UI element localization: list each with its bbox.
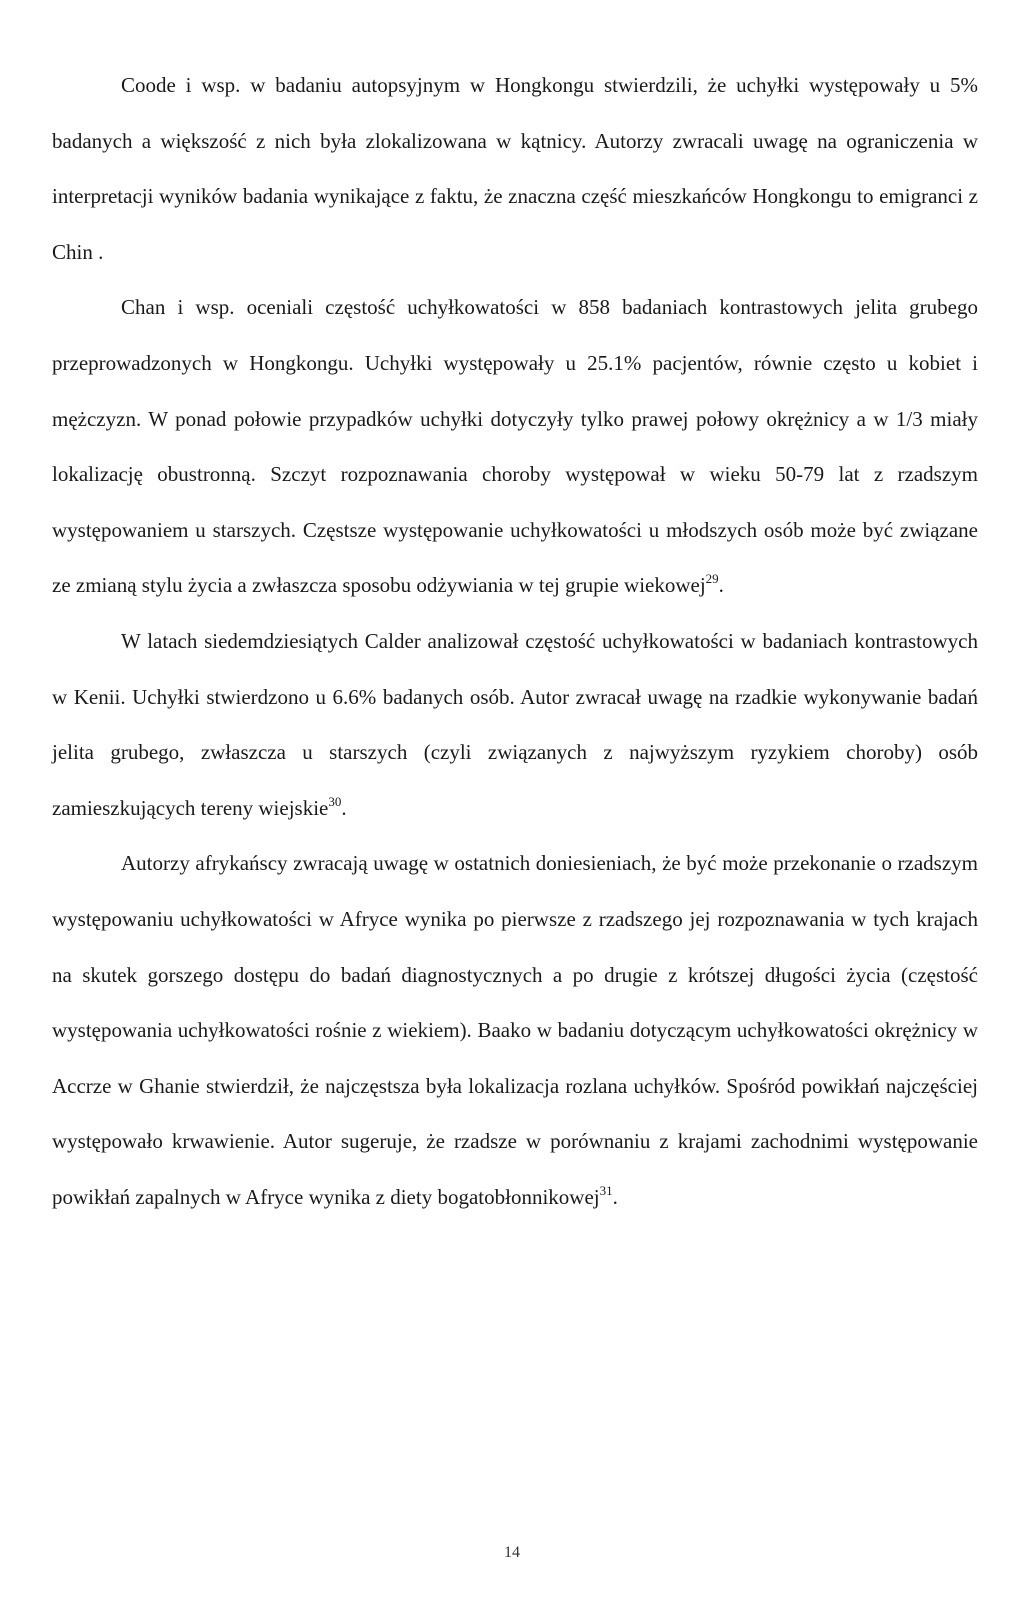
paragraph-text: Autorzy afrykańscy zwracają uwagę w ostatnich doniesieniach, że być może przekonanie o rzadszym występowaniu uchyłkowatości w Afryce wynika po pierwsze z rzadszego jej rozpoznawania w tych krajach na skutek gorszego dostępu do badań diagnostycznych a po drugie z krótszej długości życia (częstość występowania uchyłkowatości rośnie z wiekiem). Baako w badaniu dotyczącym uchyłkowatości okrężnicy w Accrze w Ghanie stwierdził, że najczęstsza była lokalizacja rozlana uchyłków. Spośród powikłań najczęściej występowało krwawienie. Autor sugeruje, że rzadsze w porównaniu z krajami zachodnimi występowanie powikłań zapalnych w Afryce wynika z diety bogatobłonnikowej bbox=[52, 851, 978, 1209]
body-text bbox=[52, 58, 978, 1225]
citation-superscript: 30 bbox=[328, 793, 342, 809]
page-number: 14 bbox=[504, 1544, 520, 1561]
paragraph-african-authors bbox=[52, 836, 978, 1225]
citation-superscript: 29 bbox=[705, 571, 719, 587]
paragraph-text: W latach siedemdziesiątych Calder analizował częstość uchyłkowatości w badaniach kontrastowych w Kenii. Uchyłki stwierdzono u 6.6% badanych osób. Autor zwracał uwagę na rzadkie wykonywanie badań jelita grubego, zwłaszcza u starszych (czyli związanych z najwyższym ryzykiem choroby) osób zamieszkujących tereny wiejskie bbox=[52, 628, 978, 820]
paragraph-chan bbox=[52, 280, 978, 614]
paragraph-text: Chan i wsp. oceniali częstość uchyłkowatości w 858 badaniach kontrastowych jelita grubego przeprowadzonych w Hongkongu. Uchyłki występowały u 25.1% pacjentów, równie często u kobiet i mężczyzn. W ponad połowie przypadków uchyłki dotyczyły tylko prawej połowy okrężnicy a w 1/3 miały lokalizację obustronną. Szczyt rozpoznawania choroby występował w wieku 50-79 lat z rzadszym występowaniem u starszych. Częstsze występowanie uchyłkowatości u młodszych osób może być związane ze zmianą stylu życia a zwłaszcza sposobu odżywiania w tej grupie wiekowej bbox=[52, 295, 978, 598]
citation-superscript: 31 bbox=[599, 1182, 613, 1198]
paragraph-text: Coode i wsp. w badaniu autopsyjnym w Hongkongu stwierdzili, że uchyłki występowały u 5% badanych a większość z nich była zlokalizowana w kątnicy. Autorzy zwracali uwagę na ograniczenia w interpretacji wyników badania wynikające z faktu, że znaczna część mieszkańców Hongkongu to emigranci z Chin . bbox=[52, 73, 978, 264]
sentence-end: . bbox=[612, 1184, 618, 1209]
sentence-end: . bbox=[718, 573, 724, 598]
sentence-end: . bbox=[341, 795, 347, 820]
paragraph-coode bbox=[52, 58, 978, 280]
paragraph-calder bbox=[52, 614, 978, 836]
